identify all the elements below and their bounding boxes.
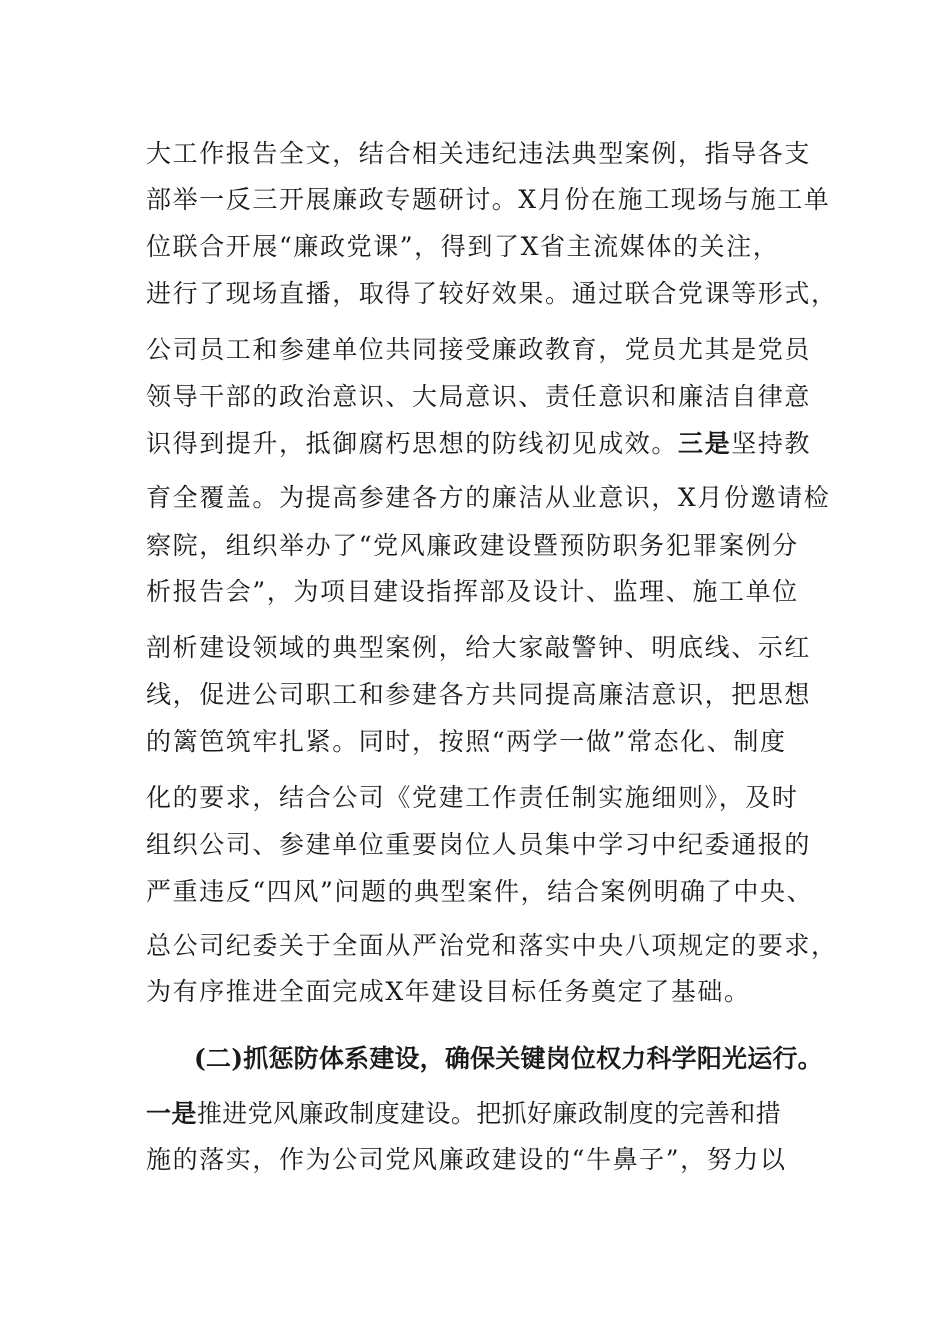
text-line <box>146 428 811 460</box>
text-line: 进行了现场直播，取得了较好效果。通过联合党课等形式， <box>146 279 838 308</box>
text-line: 严重违反“四风”问题的典型案件，结合案例明确了中央、 <box>146 877 814 906</box>
text-line: 领导干部的政治意识、大局意识、责任意识和廉洁自律意 <box>146 382 812 411</box>
text-line: 总公司纪委关于全面从严治党和落实中央八项规定的要求， <box>146 931 838 960</box>
text-line: 大工作报告全文，结合相关违纪违法典型案例，指导各支 <box>146 139 812 168</box>
text-line: 为有序推进全面完成X年建设目标任务奠定了基础。 <box>146 977 751 1006</box>
text-line: 的篱笆筑牢扎紧。同时，按照“两学一做”常态化、制度 <box>146 727 787 756</box>
text-line: 位联合开展“廉政党课”，得到了X省主流媒体的关注， <box>146 232 780 261</box>
text-line: 剖析建设领域的典型案例，给大家敲警钟、明底线、示红 <box>146 633 812 662</box>
text-line: 察院，组织举办了“党风廉政建设暨预防职务犯罪案例分 <box>146 531 799 560</box>
text-line: 组织公司、参建单位重要岗位人员集中学习中纪委通报的 <box>146 830 812 859</box>
text-segment: 坚持教 <box>731 429 812 458</box>
text-line <box>146 1098 781 1130</box>
text-line: 公司员工和参建单位共同接受廉政教育，党员尤其是党员 <box>146 335 812 364</box>
text-segment: 识得到提升，抵御腐朽思想的防线初见成效。 <box>146 429 679 458</box>
text-line: 育全覆盖。为提高参建各方的廉洁从业意识，X月份邀请检 <box>146 483 831 512</box>
section-heading: (二)抓惩防体系建设，确保关键岗位权力科学阳光运行。 <box>194 1044 823 1073</box>
text-line: 化的要求，结合公司《党建工作责任制实施细则》，及时 <box>146 783 799 812</box>
text-line: 部举一反三开展廉政专题研讨。X月份在施工现场与施工单 <box>146 185 831 214</box>
text-segment: 推进党风廉政制度建设。把抓好廉政制度的完善和措 <box>196 1099 782 1128</box>
text-line: 析报告会”，为项目建设指挥部及设计、监理、施工单位 <box>146 577 799 606</box>
bold-marker: 三是 <box>678 429 732 458</box>
text-line: 施的落实，作为公司党风廉政建设的“牛鼻子”，努力以 <box>146 1145 787 1174</box>
text-line: 线，促进公司职工和参建各方共同提高廉洁意识，把思想 <box>146 680 812 709</box>
bold-marker: 一是 <box>146 1099 197 1128</box>
